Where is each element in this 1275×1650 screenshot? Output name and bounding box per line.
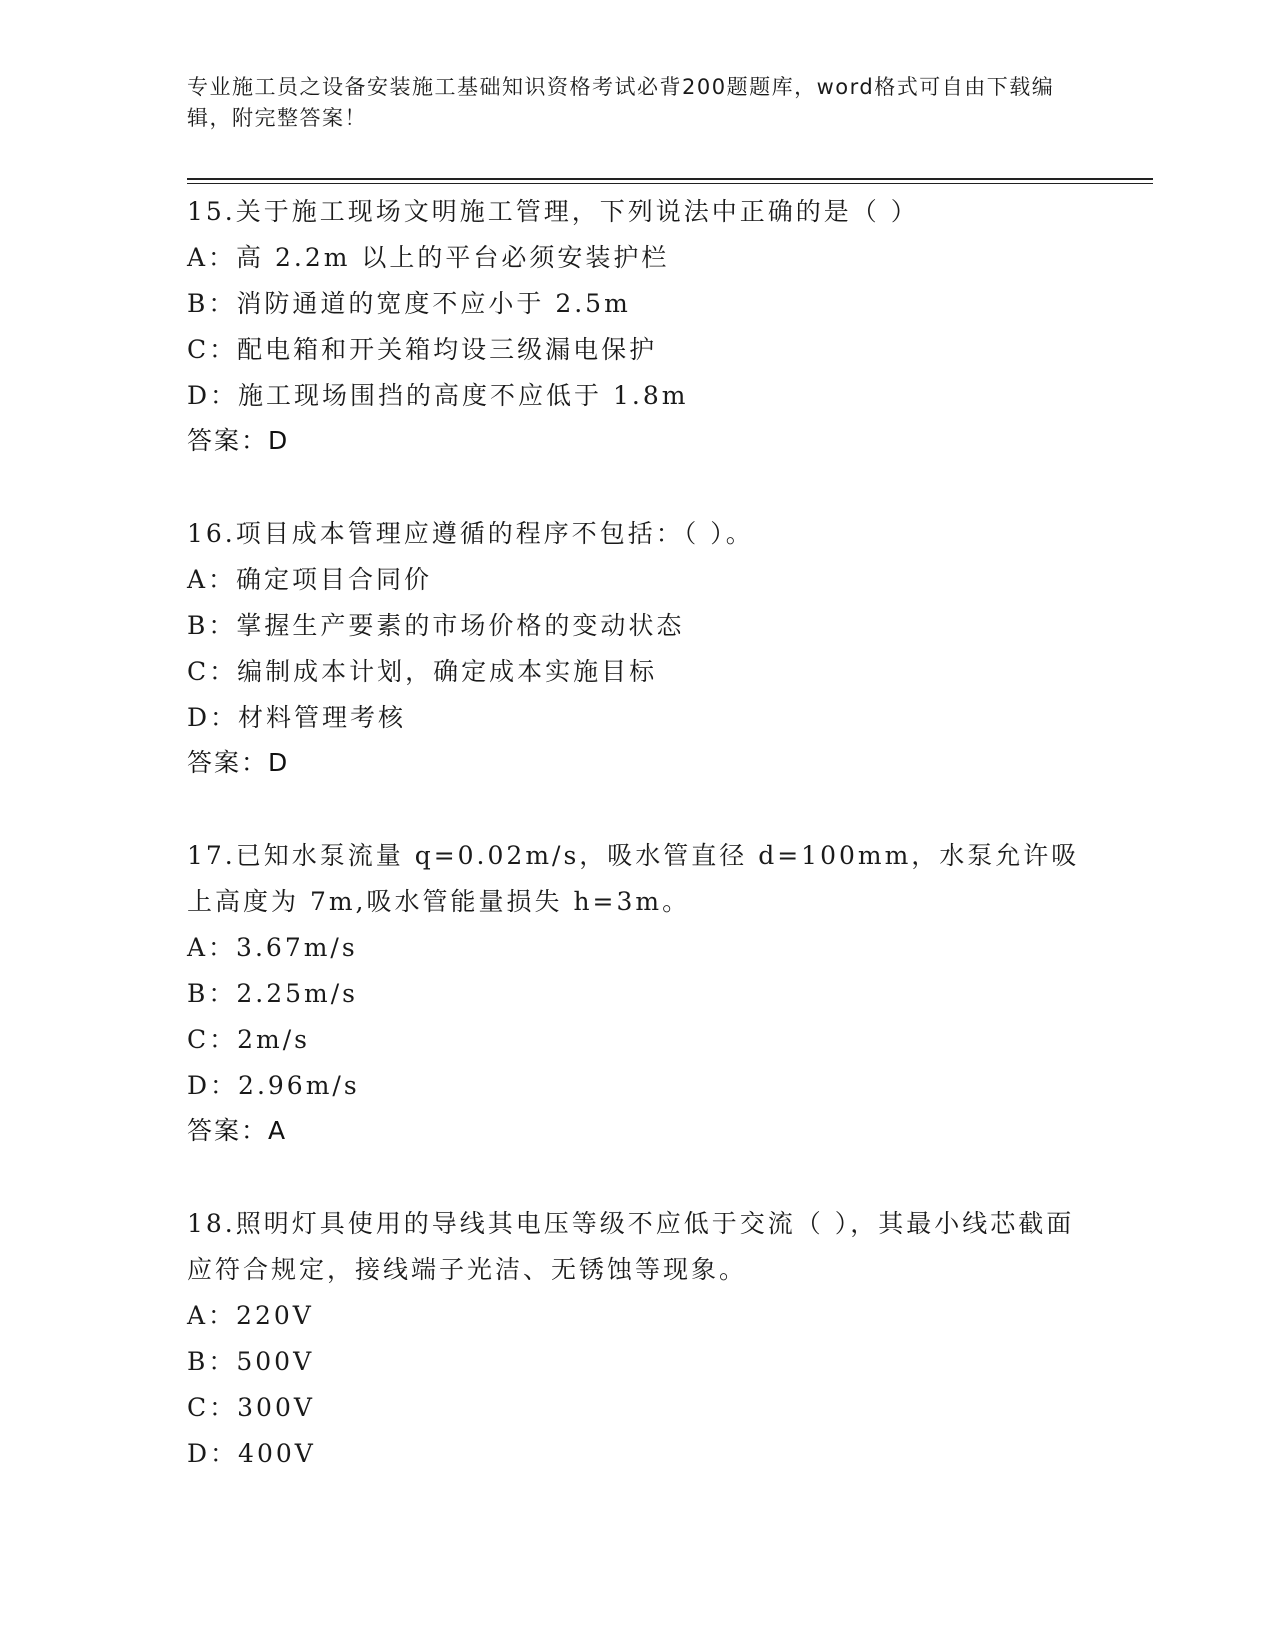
option-a: A：220V (187, 1301, 314, 1330)
option-c: C：2m/s (187, 1025, 310, 1054)
question-stem: 16.项目成本管理应遵循的程序不包括：（ ）。 (187, 519, 754, 548)
option-c: C：配电箱和开关箱均设三级漏电保护 (187, 335, 658, 364)
answer-label: 答案：A (187, 1116, 288, 1145)
question-18 (187, 1201, 1087, 1477)
header-divider-thin (187, 183, 1153, 184)
answer-label: 答案：D (187, 426, 290, 455)
question-17 (187, 833, 1087, 1153)
answer-label: 答案：D (187, 748, 290, 777)
option-b: B：2.25m/s (187, 979, 358, 1008)
question-15 (187, 189, 1087, 463)
option-d: D：2.96m/s (187, 1071, 360, 1100)
question-16 (187, 511, 1087, 785)
question-stem: 15.关于施工现场文明施工管理，下列说法中正确的是（ ） (187, 197, 919, 226)
option-d: D：施工现场围挡的高度不应低于 1.8m (187, 381, 689, 410)
document-header: 专业施工员之设备安装施工基础知识资格考试必背200题题库，word格式可自由下载编辑，附完整答案！ (187, 75, 1055, 130)
option-b: B：掌握生产要素的市场价格的变动状态 (187, 611, 685, 640)
question-stem: 17.已知水泵流量 q=0.02m/s，吸水管直径 d=100mm，水泵允许吸上高度为 7m,吸水管能量损失 h=3m。 (187, 841, 1080, 916)
question-list (187, 189, 1087, 1525)
option-b: B：消防通道的宽度不应小于 2.5m (187, 289, 631, 318)
header-divider-thick (187, 178, 1153, 180)
option-c: C：编制成本计划，确定成本实施目标 (187, 657, 658, 686)
option-a: A：确定项目合同价 (187, 565, 433, 594)
option-c: C：300V (187, 1393, 315, 1422)
option-a: A：3.67m/s (187, 933, 358, 962)
option-a: A：高 2.2m 以上的平台必须安装护栏 (187, 243, 670, 272)
option-b: B：500V (187, 1347, 315, 1376)
option-d: D：400V (187, 1439, 316, 1468)
question-stem: 18.照明灯具使用的导线其电压等级不应低于交流（ ），其最小线芯截面应符合规定，接线端子光洁、无锈蚀等现象。 (187, 1209, 1075, 1284)
option-d: D：材料管理考核 (187, 703, 407, 732)
